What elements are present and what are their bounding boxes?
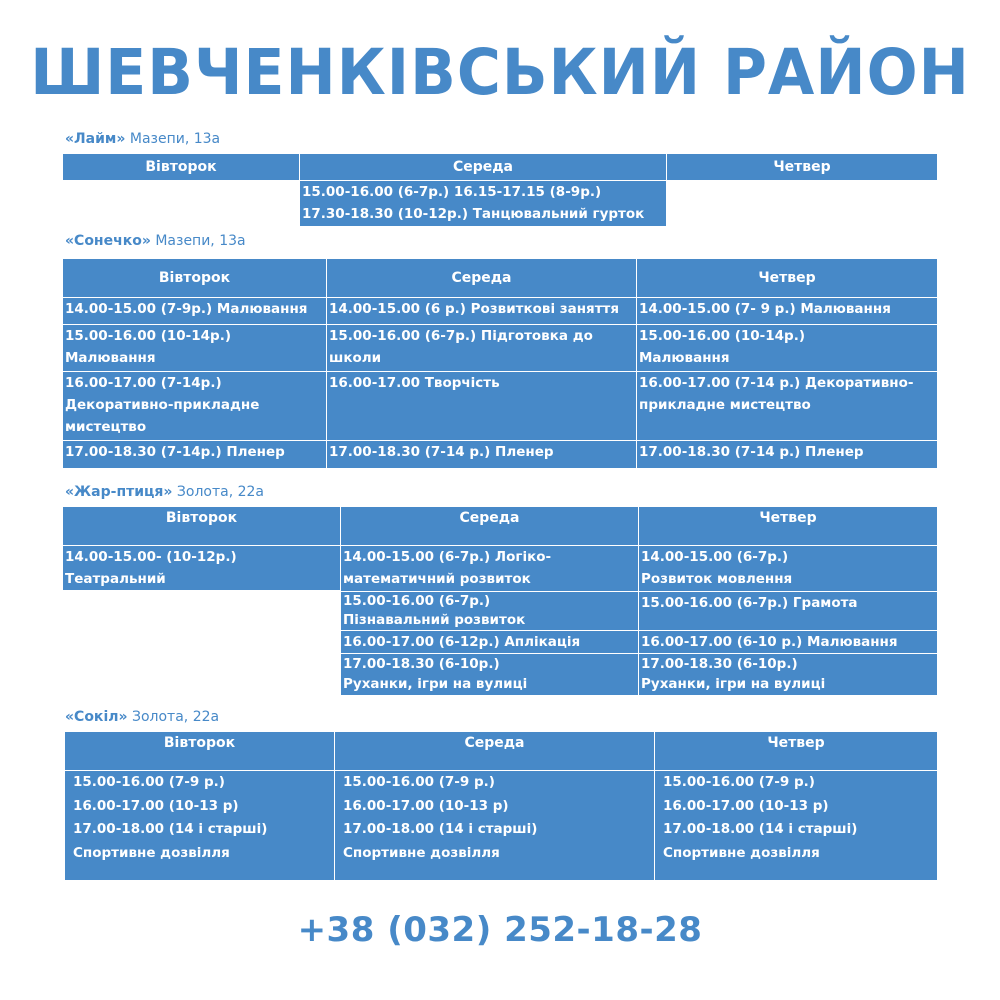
schedule-line: 16.00-17.00 (10-13 р) [663,797,829,814]
schedule-cell: 14.00-15.00 (6 р.) Розвиткові заняття [327,298,636,324]
schedule-line: 16.00-17.00 (10-13 р) [73,797,239,814]
header-thursday: Четвер [655,732,937,770]
schedule-text: 14.00-15.00 (6-7р.) Розвиток мовлення [641,549,793,587]
venue-name: «Сонечко» [65,233,151,249]
schedule-line: 15.00-16.00 (6-7р.) 16.15-17.15 (8-9р.) [302,184,602,200]
schedule-line: Спортивне дозвілля [663,844,820,861]
schedule-text: 17.00-18.30 (6-10р.) Руханки, ігри на вулиці [343,656,528,692]
venue-heading-laim [65,131,220,147]
schedule-cell: 17.00-18.30 (7-14р.) Пленер [63,441,326,468]
schedule-cell [63,546,340,590]
schedule-text: 15.00-16.00 (6-7р.) Підготовка до школи [329,328,593,366]
header-wednesday: Середа [341,507,638,545]
schedule-line: 17.00-18.00 (14 і старші) [343,821,538,837]
schedule-cell: 16.00-17.00 (6-10 р.) Малювання [639,631,937,653]
venue-heading-sokil [65,709,219,725]
venue-address: Мазепи, 13а [155,233,246,249]
header-wednesday: Середа [327,259,636,297]
schedule-cell [639,546,937,591]
schedule-cell [341,546,638,591]
schedule-line: 15.00-16.00 (7-9 р.) [663,774,815,790]
schedule-line: 17.30-18.30 (10-12р.) Танцювальний гурток [302,206,645,222]
venue-address: Мазепи, 13а [129,131,221,147]
header-thursday: Четвер [667,154,937,180]
schedule-line: Спортивне дозвілля [73,844,230,861]
header-thursday: Четвер [639,507,937,545]
schedule-cell: 17.00-18.30 (7-14 р.) Пленер [637,441,937,468]
schedule-cell [637,325,937,371]
schedule-cell [65,771,334,880]
schedule-line: Спортивне дозвілля [343,844,500,861]
schedule-text: 15.00-16.00 (10-14р.) Малювання [639,328,806,366]
schedule-cell: 17.00-18.30 (7-14 р.) Пленер [327,441,636,468]
venue-name: «Жар-птиця» [65,484,173,500]
venue-address: Золота, 22а [132,709,220,725]
header-tuesday: Вівторок [65,732,334,770]
header-tuesday: Вівторок [63,259,326,297]
schedule-cell: 16.00-17.00 Творчість [327,372,636,440]
schedule-cell: 15.00-16.00 (6-7р.) Грамота [639,592,937,630]
header-tuesday: Вівторок [63,154,299,180]
schedule-cell [335,771,654,880]
schedule-cell: 14.00-15.00 (7- 9 р.) Малювання [637,298,937,324]
venue-name: «Сокіл» [65,709,128,725]
schedule-text: 15.00-16.00 (10-14р.) Малювання [65,328,232,366]
schedule-text: 15.00-16.00 (6-7р.) Пізнавальний розвиток [343,593,526,628]
schedule-cell [63,372,326,440]
schedule-line: 15.00-16.00 (7-9 р.) [73,774,225,790]
schedule-text: 17.00-18.30 (6-10р.) Руханки, ігри на вулиці [641,656,826,692]
schedule-line: 15.00-16.00 (7-9 р.) [343,774,495,790]
venue-name: «Лайм» [65,131,126,147]
schedule-cell [655,771,937,880]
venue-heading-zhar-ptytsia [65,484,264,500]
header-wednesday: Середа [300,154,666,180]
schedule-cell [341,592,638,630]
schedule-cell [637,372,937,440]
header-wednesday: Середа [335,732,654,770]
schedule-cell [63,325,326,371]
venue-heading-sonechko [65,233,246,249]
schedule-text: 14.00-15.00- (10-12р.) Театральний [65,549,237,587]
schedule-cell [327,325,636,371]
phone-number[interactable]: +38 (032) 252-18-28 [297,910,703,950]
page-title: ШЕВЧЕНКІВСЬКИЙ РАЙОН [30,36,970,110]
schedule-cell: 14.00-15.00 (7-9р.) Малювання [63,298,326,324]
schedule-cell [341,654,638,695]
schedule-line: 16.00-17.00 (10-13 р) [343,797,509,814]
schedule-cell [300,181,666,226]
header-tuesday: Вівторок [63,507,340,545]
schedule-text: 16.00-17.00 (7-14 р.) Декоративно-прикладне мистецтво [639,375,914,413]
header-thursday: Четвер [637,259,937,297]
schedule-text: 16.00-17.00 (7-14р.) Декоративно-прикладне мистецтво [65,375,260,435]
schedule-line: 17.00-18.00 (14 і старші) [73,821,268,837]
schedule-cell: 16.00-17.00 (6-12р.) Аплікація [341,631,638,653]
schedule-cell [639,654,937,695]
schedule-text: 14.00-15.00 (6-7р.) Логіко-математичний розвиток [343,549,552,587]
schedule-line: 17.00-18.00 (14 і старші) [663,821,858,837]
venue-address: Золота, 22а [176,484,265,500]
